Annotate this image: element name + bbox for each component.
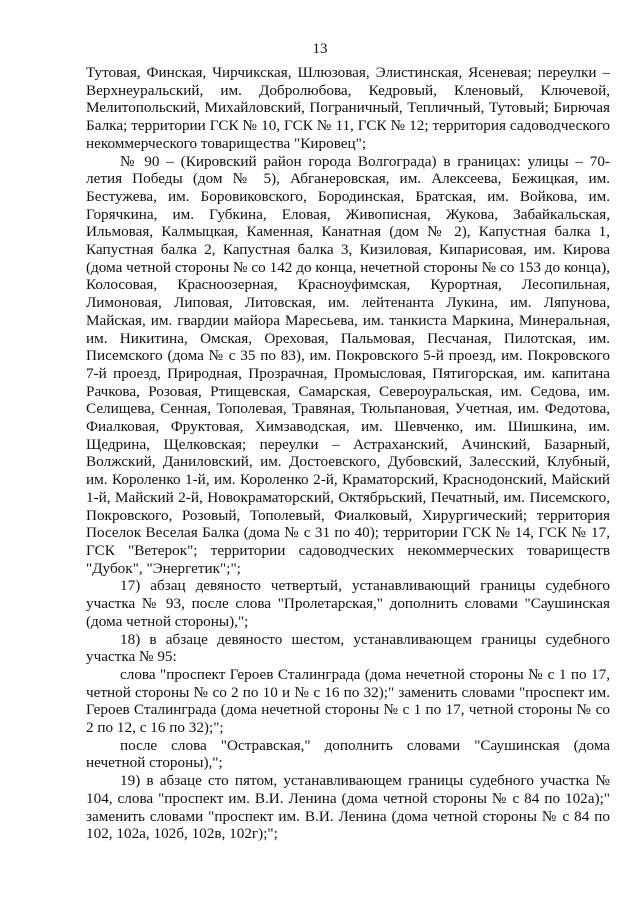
- document-body: [86, 64, 610, 843]
- paragraph-continuation: Тутовая, Финская, Чирчикская, Шлюзовая, Элистинская, Ясеневая; переулки – Верхнеуральский, им. Добролюбова, Кедровый, Кленовый, Ключевой, Мелитопольский, Михайловский, Пограничный, Тепличный, Тутовый; Бирючая Балка; территории ГСК № 10, ГСК № 11, ГСК № 12; территория садоводческого некоммерческого товарищества "Кировец";: [86, 64, 610, 152]
- paragraph-item-19: 19) в абзаце сто пятом, устанавливающем границы судебного участка № 104, слова "проспект им. В.И. Ленина (дома четной стороны № с 84 по 102а);" заменить словами "проспект им. В.И. Ленина (дома четной стороны № с 84 по 102, 102а, 102б, 102в, 102г);";: [86, 772, 610, 843]
- paragraph-item-18-words: слова "проспект Героев Сталинграда (дома нечетной стороны № с 1 по 17, четной стороны № со 2 по 10 и № с 16 по 32);" заменить словами "проспект им. Героев Сталинграда (дома нечетной стороны № с 1 по 17, четной стороны № со 2 по 12, с 16 по 32);";: [86, 665, 610, 737]
- paragraph-item-18: 18) в абзаце девяносто шестом, устанавливающем границы судебного участка № 95:: [86, 630, 610, 666]
- paragraph-court-district-90: № 90 – (Кировский район города Волгограда) в границах: улицы – 70-летия Победы (дом № 5), Абганеровская, им. Алексеева, Бежицкая, им. Бестужева, им. Боровиковского, Бородинская, Братская, им. Войкова, им. Горячкина, им. Губкина, Еловая, Живописная, Жукова, Забайкальская, Ильмовая, Калмыцкая, Каменная, Канатная (дом № 2), Капустная балка 1, Капустная балка 2, Капустная балка 3, Кизиловая, Кипарисовая, им. Кирова (дома четной стороны № со 142 до конца, нечетной стороны № со 153 до конца), Колосовая, Красноозерная, Красноуфимская, Курортная, Лесопильная, Лимоновая, Липовая, Литовская, им. лейтенанта Лукина, им. Ляпунова, Майская, им. гвардии майора Маресьева, им. танкиста Маркина, Минеральная, им. Никитина, Омская, Ореховая, Пальмовая, Песчаная, Пилотская, им. Писемского (дома № с 35 по 83), им. Покровского 5-й проезд, им. Покровского 7-й проезд, Природная, Прозрачная, Промысловая, Пятигорская, им. капитана Рачкова, Розовая, Ртищевская, Самарская, Североуральская, им. Седова, им. Селищева, Сенная, Тополевая, Травяная, Тюльпановая, Учетная, им. Федотова, Фиалковая, Фруктовая, Химзаводская, им. Шевченко, им. Шишкина, им. Щедрина, Щелковская; переулки – Астраханский, Ачинский, Базарный, Волжский, Даниловский, им. Достоевского, Дубовский, Залесский, Клубный, им. Короленко 1-й, им. Короленко 2-й, Краматорский, Краснодонский, Майский 1-й, Майский 2-й, Новокраматорский, Октябрьский, Печатный, им. Писемского, Покровского, Розовый, Тополевый, Фиалковый, Хирургический; территория Поселок Веселая Балка (дома № с 31 по 40); территории ГСК № 14, ГСК № 17, ГСК "Ветерок"; территории садоводческих некоммерческих товариществ "Дубок", "Энергетик";";: [86, 152, 610, 577]
- paragraph-item-18-after-word: после слова "Остравская," дополнить словами "Саушинская (дома нечетной стороны),";: [86, 736, 610, 772]
- page-number: 13: [312, 41, 328, 57]
- paragraph-item-17: 17) абзац девяносто четвертый, устанавливающий границы судебного участка № 93, после слова "Пролетарская," дополнить словами "Саушинская (дома четной стороны),";: [86, 577, 610, 630]
